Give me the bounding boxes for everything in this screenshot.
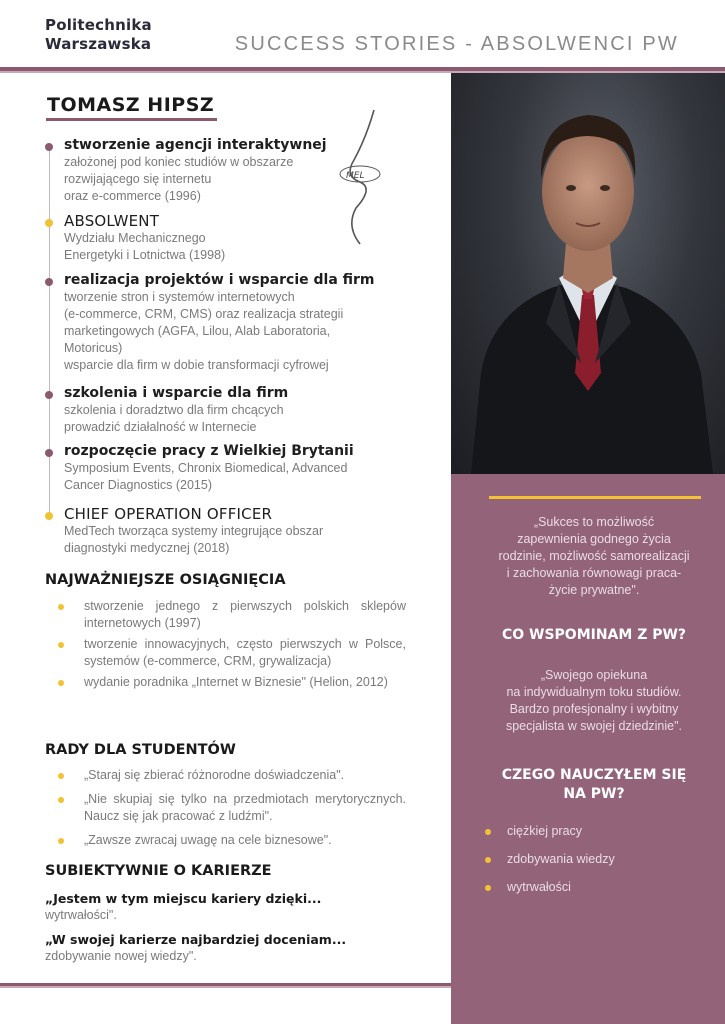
timeline-title: ABSOLWENT — [64, 212, 160, 230]
achievement-item: tworzenie innowacyjnych, często pierwszych w Polsce, systemów (e-commerce, CRM, grywalizacja) — [58, 636, 406, 670]
career-heading: SUBIEKTYWNIE O KARIERZE — [45, 863, 272, 879]
advice-item: „Zawsze zwracaj uwagę na cele biznesowe". — [58, 832, 406, 849]
bottom-divider-light — [0, 986, 451, 988]
success-quote — [469, 514, 719, 599]
timeline-dot — [45, 449, 53, 457]
quote-line: zapewnienia godnego życia — [517, 532, 671, 546]
heading-line: NA PW? — [563, 786, 625, 802]
learned-heading — [469, 766, 719, 804]
learned-item: ciężkiej pracy — [485, 824, 615, 852]
person-name: TOMASZ HIPSZ — [46, 94, 217, 121]
timeline-desc: Symposium Events, Chronix Biomedical, Advanced Cancer Diagnostics (2015) — [64, 461, 348, 492]
learned-item: zdobywania wiedzy — [485, 852, 615, 880]
timeline-dot — [45, 143, 53, 151]
timeline-dot — [45, 278, 53, 286]
quote-line: i zachowania równowagi praca- — [506, 566, 682, 580]
page-header-title: SUCCESS STORIES - ABSOLWENCI PW — [234, 33, 679, 55]
timeline-title: realizacja projektów i wsparcie dla firm — [64, 272, 375, 288]
timeline-item — [44, 442, 354, 494]
quote-line: Bardzo profesjonalny i wybitny — [509, 702, 679, 716]
timeline-title: rozpoczęcie pracy z Wielkiej Brytanii — [64, 443, 354, 459]
timeline-desc: założonej pod koniec studiów w obszarze rozwijającego się internetu oraz e-commerce (1996) — [64, 155, 294, 203]
signature-logo — [338, 108, 388, 248]
timeline-item — [44, 212, 225, 264]
sidebar-gold-divider — [489, 496, 701, 499]
advice-item: „Staraj się zbierać różnorodne doświadczenia". — [58, 767, 406, 784]
achievement-item: stworzenie jednego z pierwszych polskich sklepów internetowych (1997) — [58, 598, 406, 632]
timeline-desc: MedTech tworząca systemy integrujące obszar diagnostyki medycznej (2018) — [64, 524, 324, 555]
learned-item: wytrwałości — [485, 880, 615, 908]
achievement-item: wydanie poradnika „Internet w Biznesie" (Helion, 2012) — [58, 674, 406, 691]
university-logo — [45, 16, 152, 54]
advice-list — [58, 767, 406, 849]
logo-line-2: Warszawska — [45, 35, 152, 53]
quote-line: życie prywatne". — [548, 583, 640, 597]
memories-quote — [469, 667, 719, 735]
quote-line: na indywidualnym toku studiów. — [506, 685, 682, 699]
timeline-item — [44, 271, 375, 374]
advice-heading: RADY DLA STUDENTÓW — [45, 742, 236, 758]
quote-line: „Swojego opiekuna — [540, 668, 648, 682]
timeline-dot — [45, 512, 53, 520]
timeline-item — [44, 136, 327, 205]
career-answer-2: zdobywanie nowej wiedzy". — [45, 949, 197, 963]
timeline-dot — [45, 391, 53, 399]
memories-heading: CO WSPOMINAM Z PW? — [501, 627, 687, 643]
timeline-title: CHIEF OPERATION OFFICER — [64, 505, 273, 523]
sidebar-panel — [451, 474, 725, 1024]
advice-item: „Nie skupiaj się tylko na przedmiotach merytorycznych. Naucz się jak pracować z ludźmi". — [58, 791, 406, 825]
timeline-dot — [45, 219, 53, 227]
timeline-item — [44, 505, 323, 557]
quote-line: rodzinie, możliwość samorealizacji — [498, 549, 690, 563]
achievements-list — [58, 598, 406, 691]
learned-list — [485, 824, 615, 908]
timeline-title: stworzenie agencji interaktywnej — [64, 137, 327, 153]
career-answer-1: wytrwałości". — [45, 908, 117, 922]
portrait-photo — [451, 73, 725, 474]
quote-line: specjalista w swojej dziedzinie". — [505, 719, 683, 733]
career-question-2: „W swojej karierze najbardziej doceniam... — [45, 932, 347, 947]
career-question-1: „Jestem w tym miejscu kariery dzięki... — [45, 891, 322, 906]
timeline-desc: Wydziału Mechanicznego Energetyki i Lotnictwa (1998) — [64, 231, 226, 262]
timeline-desc: szkolenia i doradztwo dla firm chcących prowadzić działalność w Internecie — [64, 403, 284, 434]
timeline-item — [44, 384, 288, 436]
portrait-illustration — [451, 73, 725, 474]
heading-line: CZEGO NAUCZYŁEM SIĘ — [501, 767, 687, 783]
achievements-heading: NAJWAŻNIEJSZE OSIĄGNIĘCIA — [45, 572, 286, 588]
logo-line-1: Politechnika — [45, 16, 152, 34]
signature-text: MEL — [346, 171, 365, 181]
timeline-desc: tworzenie stron i systemów internetowych (e-commerce, CRM, CMS) oraz realizacja strategii marketingowych (AGFA, Lilou, Alab Laboratoria, Motoricus) wsparcie dla firm w dobie transformacji cyfrowej — [64, 290, 344, 372]
timeline-title: szkolenia i wsparcie dla firm — [64, 385, 289, 401]
quote-line: „Sukces to możliwość — [533, 515, 655, 529]
